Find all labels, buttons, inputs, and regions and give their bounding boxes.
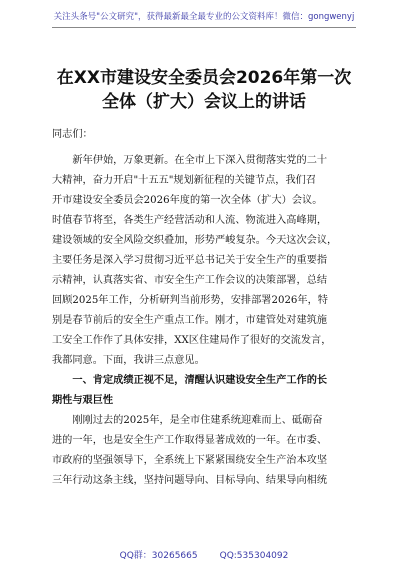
text-line: 示精神，认真落实省、市安全生产工作会议的决策部署，总结 bbox=[52, 275, 328, 286]
heading-line: 一、肯定成绩正视不足，清醒认识建设安全生产工作的长 bbox=[72, 375, 328, 386]
salutation: 同志们： bbox=[52, 129, 93, 140]
text-line: 大精神，奋力开启"十五五"规划新征程的关键节点，我们召 bbox=[52, 175, 317, 186]
document-title bbox=[20, 66, 388, 114]
text-line: 三年行动这条主线，坚持问题导向、目标导向、结果导向相统 bbox=[52, 475, 328, 486]
text-line: 回顾2025年工作，分析研判当前形势，安排部署2026年，特 bbox=[52, 295, 328, 306]
title-line-2: 全体（扩大）会议上的讲话 bbox=[102, 92, 306, 112]
text-line: 市政府的坚强领导下，全系统上下紧紧围绕安全生产治本攻坚 bbox=[52, 455, 328, 466]
text-line: 时值春节将至，各类生产经营活动和人流、物流进入高峰期， bbox=[52, 215, 328, 226]
text-line: 别是春节前后的安全生产重点工作。刚才，市建管处对建筑施 bbox=[52, 315, 328, 326]
heading-line: 期性与艰巨性 bbox=[52, 395, 114, 406]
text-line: 我都同意。下面，我讲三点意见。 bbox=[52, 355, 205, 366]
text-line: 主要任务是深入学习贯彻习近平总书记关于安全生产的重要指 bbox=[52, 255, 328, 266]
paragraph-review bbox=[52, 411, 355, 491]
paragraph-opening bbox=[52, 151, 355, 371]
text-line: 开市建设安全委员会2026年度的第一次全体（扩大）会议。 bbox=[52, 195, 323, 206]
text-line: 刚刚过去的2025年，是全市住建系统迎难而上、砥砺奋 bbox=[72, 415, 323, 426]
footer-qq-group: QQ群：30265665 bbox=[119, 551, 198, 561]
title-line-1: 在XX市建设安全委员会2026年第一次 bbox=[56, 68, 352, 88]
footer-contact bbox=[0, 548, 408, 561]
text-line: 工安全工作作了具体安排，XX区住建局作了很好的交流发言， bbox=[52, 335, 332, 346]
document-body bbox=[52, 125, 355, 491]
footer-qq: QQ:535304092 bbox=[219, 551, 289, 561]
text-line: 进的一年，也是安全生产工作取得显著成效的一年。在市委、 bbox=[52, 435, 328, 446]
header-divider bbox=[52, 27, 356, 28]
header-promo-text: 关注头条号"公文研究"，获得最新最全最专业的公文资料库！微信：gongwenyj bbox=[53, 12, 355, 22]
text-line: 建设领域的安全风险交织叠加，形势严峻复杂。今天这次会议， bbox=[52, 235, 338, 246]
text-line: 新年伊始，万象更新。在全市上下深入贯彻落实党的二十 bbox=[72, 155, 328, 166]
section-heading-1 bbox=[52, 371, 355, 411]
